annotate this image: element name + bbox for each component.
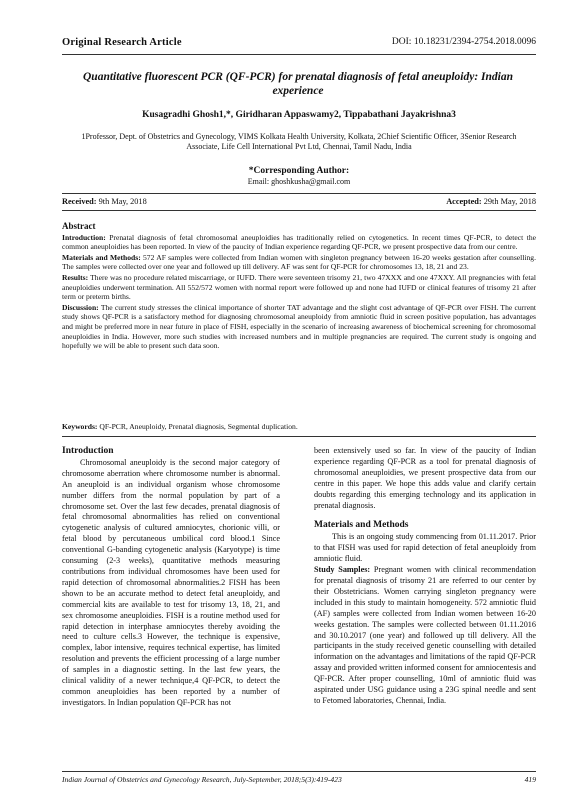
right-column [314,446,536,707]
footer-rule [62,771,536,772]
corresponding-email[interactable]: Email: ghoshkusha@gmail.com [247,177,351,186]
methods-intro: This is an ongoing study commencing from 01.11.2017. Prior to that FISH was used for rapid detection of fetal aneuploidy from amniotic fluid. [314,532,536,564]
doi[interactable]: DOI: 10.18231/2394-2754.2018.0096 [391,37,536,47]
keywords-rule [62,436,536,437]
abstract-results: Results: There was no procedure related miscarriage, or IUFD. There were seventeen trisomy 21, two 47XXX and one 47XXY. All pregnancies with fetal aneuploidies underwent termination. All 552/572 women with normal report were followed up and none had IUFD or clinical features of trisomy 21 after term or preterm births. [62,272,536,302]
abstract-introduction: Introduction: Prenatal diagnosis of fetal chromosomal aneuploidies has traditionally relied on cytogenetics. In recent times QF-PCR, to detect the common aneuploidies has been reported. In view of the paucity of Indian experience regarding QF-PCR, we present prospective data from our centre. [62,232,536,252]
abstract [62,222,536,352]
affiliations: 1Professor, Dept. of Obstetrics and Gynecology, VIMS Kolkata Health University, Kolkata, 2Chief Scientific Officer, 3Senior Research Associate, Life Cell International Pvt Ltd, Chennai, Tamil Nadu, India [81,132,517,151]
keywords: Keywords: QF-PCR, Aneuploidy, Prenatal diagnosis, Segmental duplication. [62,422,298,431]
introduction-heading: Introduction [62,446,114,456]
introduction-continued: been extensively used so far. In view of the paucity of Indian experience regarding QF-PCR as a tool for prenatal diagnosis of chromosomal aneuploidies, we present prospective data from our centre in this paper. We hope this adds value and clarify certain doubts regarding this emerging technology and its application in prenatal diagnosis. [314,446,536,510]
corresponding-author-label: *Corresponding Author: [248,166,350,176]
article-type: Original Research Article [62,37,182,48]
left-column [62,446,280,709]
abstract-methods: Materials and Methods: 572 AF samples were collected from Indian women with singleton pregnancy between 16-20 weeks gestation after counselling. The samples were collected over one year and followed up till delivery. AF was sent for QF-PCR for chromosomes 13, 18, 21 and 23. [62,252,536,272]
journal-citation: Indian Journal of Obstetrics and Gynecology Research, July-September, 2018;5(3):419-423 [62,775,342,784]
abstract-discussion: Discussion: The current study stresses the clinical importance of shorter TAT advantage and the slight cost advantage of QF-PCR over FISH. The current study shows QF-PCR is a satisfactory method for diagnosing chromosomal aneuploidy from amniotic fluid in screen positive population, has advantages and might be preferred more in near future in place of FISH, especially in the scenario of increasing awareness of biochemical screening for chromosomal aneuploidies in India. However, more such studies with increased numbers and in multiple pregnancies are required. The current study is ongoing and hopefully we will be able to present such data soon. [62,302,536,351]
abstract-heading: Abstract [62,221,96,231]
page-footer [62,775,536,784]
received-date: Received: 9th May, 2018 [62,197,147,206]
introduction-text: Chromosomal aneuploidy is the second major category of chromosome aberration where chromosome number is abnormal. An aneuploid is an individual organism whose chromosome number differs from the normal population by part of a chromosome set. Over the last few decades, prenatal diagnosis of fetal chromosomal abnormalities has relied on conventional cytogenetic analysis of cultured amniocytes, chorionic villi, or fetal blood by percutaneous umbilical cord blood.1 Since conventional G-banding cytogenetic analysis (Karyotype) is time consuming (2-3 weeks), quantitative methods measuring contributions from individual chromosomes have been used for rapid detection of chromosomal abnormalities.2 FISH has been shown to be an accurate method to detect fetal aneuploidy, and commercial kits are available to test for trisomy 13, 18, 21, and sex chromosome aneuploidies. FISH is a routine method used for rapid detection in interphase amniocytes thereby avoiding the need to culture cells.3 However, the technique is expensive, complex, labor intensive, requires technical expertise, has limited resolution and prevents the efficient processing of a large number of samples in a diagnostic setting. In the last few years, the clinical validity of a newer technique,4 QF-PCR, to detect the common aneuploidies has been reported by a number of investigators. In Indian population QF-PCR has not [62,457,280,707]
page-number: 419 [524,775,536,784]
article-title: Quantitative fluorescent PCR (QF-PCR) for prenatal diagnosis of fetal aneuploidy: Indian experience [83,71,513,97]
author-list: Kusagradhi Ghosh1,*, Giridharan Appaswamy2, Tippabathani Jayakrishna3 [142,110,456,120]
header-rule [62,54,536,55]
dates-top-rule [62,193,536,194]
methods-heading: Materials and Methods [314,520,409,531]
dates-bottom-rule [62,210,536,211]
study-samples: Study Samples: Pregnant women with clinical recommendation for prenatal diagnosis of trisomy 21 are referred to our center by their Obstetricians. Women carrying singleton pregnancy were included in this study to maintain homogeneity. 572 amniotic fluid (AF) samples were collected from Indian women between 16-20 weeks gestation. The samples were collected between 01.11.2016 and 30.10.2017 (one year) and followed up till delivery. All the participants in the study received genetic counselling with detailed information on the advantages and limitations of the rapid QF-PCR assay and provided written informed consent for amniocentesis and QF-PCR. After proper counselling, 10ml of amniotic fluid was aspirated under USG guidance using a 23G spinal needle and sent to Fetomed laboratories, Chennai, India. [314,565,536,705]
page-header [62,37,536,51]
accepted-date: Accepted: 29th May, 2018 [446,197,536,206]
